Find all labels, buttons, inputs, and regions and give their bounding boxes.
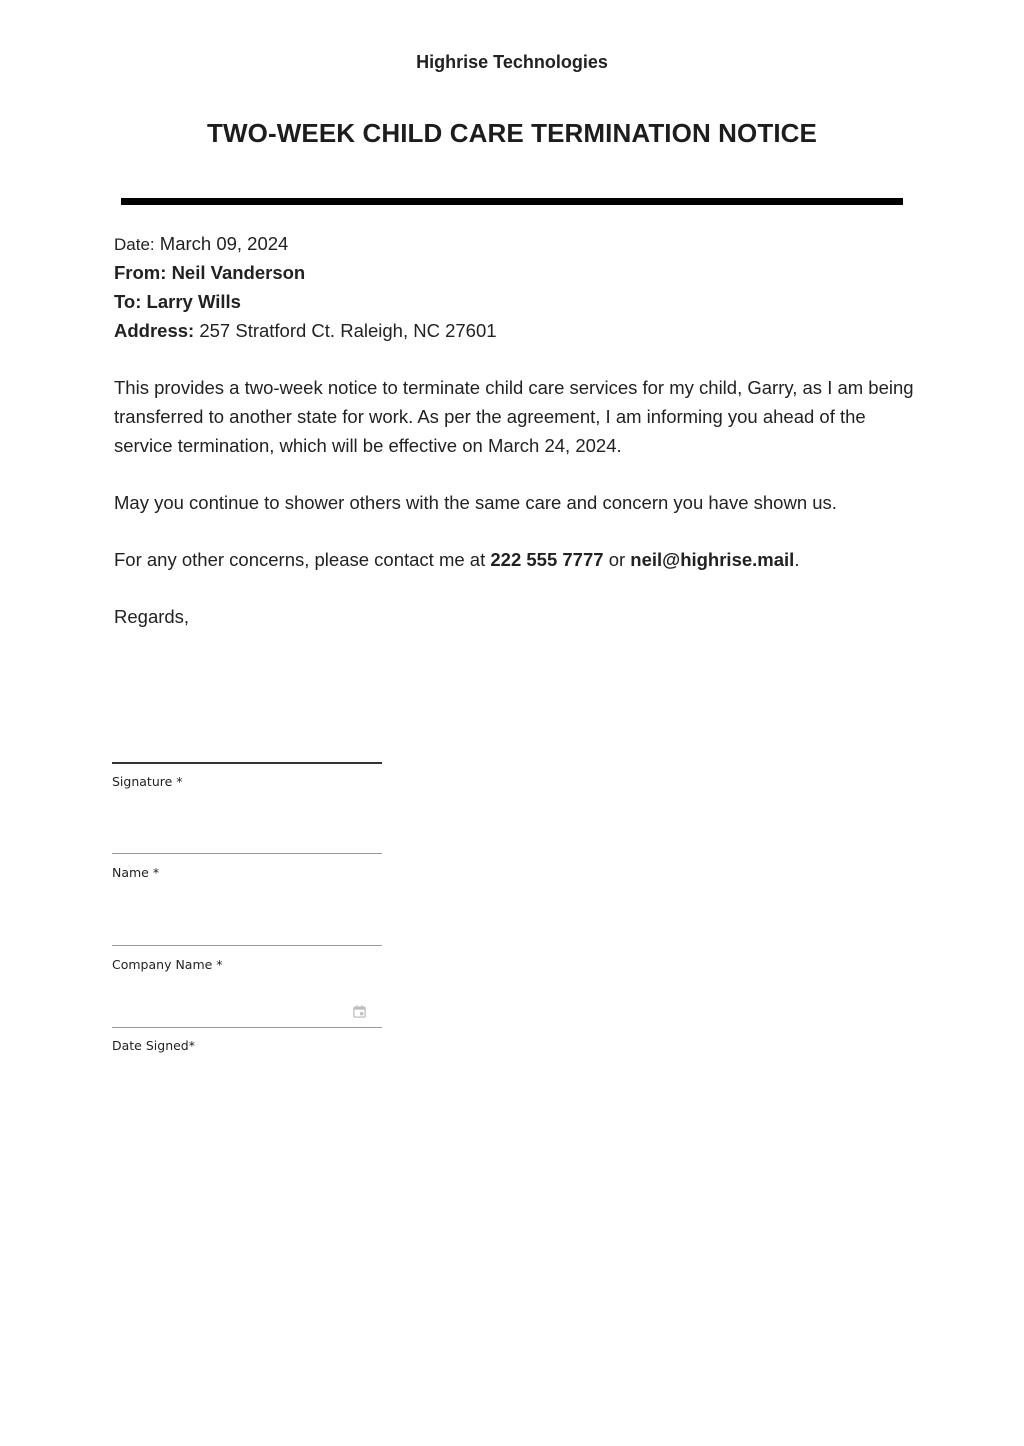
name-field[interactable] (112, 800, 382, 890)
title-divider (121, 198, 903, 205)
date-signed-line (112, 1027, 382, 1028)
address-row (114, 316, 914, 345)
paragraph-thanks: May you continue to shower others with the same care and concern you have shown us. (114, 492, 837, 513)
contact-suffix: . (794, 549, 800, 570)
letter-meta (114, 229, 914, 345)
company-name-label: Company Name * (112, 957, 223, 972)
from-label: From: (114, 262, 167, 283)
name-line (112, 853, 382, 854)
date-value: March 09, 2024 (159, 233, 289, 254)
contact-or: or (608, 549, 626, 570)
paragraph-notice: This provides a two-week notice to terminate child care services for my child, Garry, as I am being transferred to another state for work. As per the agreement, I am informing you ahead of the service termination, which will be effective on March 24, 2024. (114, 377, 914, 456)
contact-prefix: For any other concerns, please contact me at (114, 549, 486, 570)
from-row (114, 258, 914, 287)
page-title: TWO-WEEK CHILD CARE TERMINATION NOTICE (207, 118, 817, 148)
company-name-field[interactable] (112, 890, 382, 980)
company-name-line (112, 945, 382, 946)
to-label: To: (114, 291, 142, 312)
date-label: Date: (114, 235, 155, 254)
from-value: Neil Vanderson (171, 262, 306, 283)
to-value: Larry Wills (146, 291, 241, 312)
contact-phone: 222 555 7777 (490, 549, 604, 570)
address-value: 257 Stratford Ct. Raleigh, NC 27601 (199, 320, 497, 341)
closing: Regards, (114, 606, 190, 627)
contact-email: neil@highrise.mail (630, 549, 795, 570)
company-name: Highrise Technologies (416, 52, 608, 72)
date-signed-field[interactable] (112, 990, 382, 1060)
calendar-icon[interactable] (352, 1004, 367, 1019)
signature-label: Signature * (112, 774, 183, 789)
signature-line (112, 762, 382, 764)
to-row (114, 287, 914, 316)
name-label: Name * (112, 865, 160, 880)
date-row (114, 229, 914, 258)
signature-field[interactable] (112, 700, 382, 800)
address-label: Address: (114, 320, 195, 341)
date-signed-label: Date Signed* (112, 1038, 195, 1053)
paragraph-contact (114, 545, 914, 574)
